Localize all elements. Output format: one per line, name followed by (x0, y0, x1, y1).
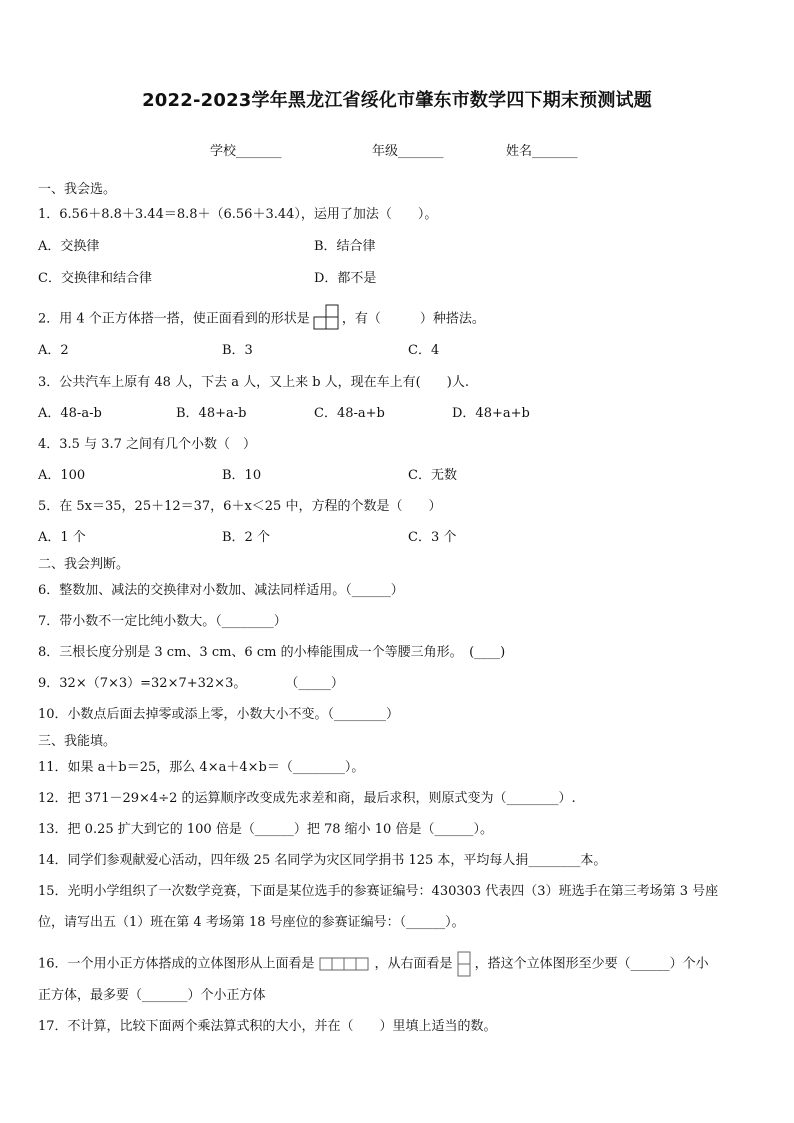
q2-option-c: C．4 (408, 343, 440, 358)
question-9: 9．32×（7×3）=32×7+32×3。 （_____） (38, 676, 344, 691)
q1-option-a: A．交换律 (38, 239, 100, 254)
question-6: 6．整数加、减法的交换律对小数加、减法同样适用。（______） (38, 583, 404, 598)
question-1: 1．6.56＋8.8＋3.44＝8.8＋（6.56＋3.44），运用了加法（ ）。 (38, 207, 438, 222)
section-heading-3: 三、我能填。 (38, 734, 117, 749)
question-8: 8．三根长度分别是 3 cm、3 cm、6 cm 的小棒能围成一个等腰三角形。 (____) (38, 645, 506, 660)
question-10: 10．小数点后面去掉零或添上零，小数大小不变。（________） (38, 707, 400, 722)
q3-option-c: C．48-a+b (314, 406, 385, 421)
section-heading-1: 一、我会选。 (38, 182, 117, 197)
q4-option-c: C．无数 (408, 468, 457, 483)
front-view-shape-icon (313, 304, 339, 330)
name-field: 姓名_______ (506, 144, 578, 159)
q2-option-a: A．2 (38, 343, 69, 358)
question-2 (38, 306, 485, 332)
q3-option-b: B．48+a-b (176, 406, 247, 421)
q3-option-d: D．48+a+b (452, 406, 530, 421)
page-title: 2022-2023学年黑龙江省绥化市肇东市数学四下期末预测试题 (142, 90, 652, 111)
question-16-post: ，搭这个立体图形至少要（______）个小 (474, 956, 709, 972)
school-field: 学校_______ (210, 144, 282, 159)
q5-option-c: C．3 个 (408, 530, 457, 545)
q2-option-b: B．3 (222, 343, 253, 358)
top-view-shape-icon (319, 957, 371, 971)
question-15-line-2: 位，请写出五（1）班在第 4 考场第 18 号座位的参赛证编号：（______）。 (38, 915, 465, 930)
question-16-line-2: 正方体，最多要（_______）个小正方体 (38, 988, 266, 1003)
question-12: 12．把 371－29×4÷2 的运算顺序改变成先求差和商，最后求积，则原式变为（________）. (38, 791, 576, 806)
q1-option-c: C．交换律和结合律 (38, 271, 152, 286)
question-4: 4．3.5 与 3.7 之间有几个小数（ ） (38, 437, 257, 452)
question-16-pre: 16．一个用小正方体搭成的立体图形从上面看是 (38, 956, 315, 972)
question-3: 3．公共汽车上原有 48 人，下去 a 人，又上来 b 人，现在车上有( )人. (38, 375, 469, 390)
q1-option-d: D．都不是 (314, 271, 377, 286)
question-13: 13．把 0.25 扩大到它的 100 倍是（______）把 78 缩小 10 倍是（______）。 (38, 822, 493, 837)
question-5: 5．在 5x＝35，25＋12＝37，6＋x＜25 中，方程的个数是（ ） (38, 499, 442, 514)
q1-option-b: B．结合律 (314, 239, 376, 254)
q5-option-b: B．2 个 (222, 530, 270, 545)
right-view-shape-icon (457, 951, 471, 977)
q4-option-a: A．100 (38, 468, 86, 483)
q5-option-a: A．1 个 (38, 530, 86, 545)
question-11: 11．如果 a＋b＝25，那么 4×a＋4×b＝（________）。 (38, 760, 365, 775)
question-7: 7．带小数不一定比纯小数大。（________） (38, 614, 287, 629)
grade-field: 年级_______ (372, 144, 444, 159)
q4-option-b: B．10 (222, 468, 262, 483)
section-heading-2: 二、我会判断。 (38, 557, 130, 572)
question-14: 14．同学们参观献爱心活动，四年级 25 名同学为灾区同学捐书 125 本，平均每人捐________本。 (38, 853, 607, 868)
question-16-mid: ，从右面看是 (374, 956, 453, 972)
q3-option-a: A．48-a-b (38, 406, 102, 421)
question-2-pre: 2．用 4 个正方体搭一搭，使正面看到的形状是 (38, 311, 310, 327)
question-17: 17．不计算，比较下面两个乘法算式积的大小，并在（ ）里填上适当的数。 (38, 1019, 497, 1034)
question-2-post: ，有（ ）种搭法。 (341, 311, 485, 327)
question-15-line-1: 15．光明小学组织了一次数学竞赛，下面是某位选手的参赛证编号：430303 代表四（3）班选手在第三考场第 3 号座 (38, 884, 719, 899)
question-16 (38, 951, 709, 977)
